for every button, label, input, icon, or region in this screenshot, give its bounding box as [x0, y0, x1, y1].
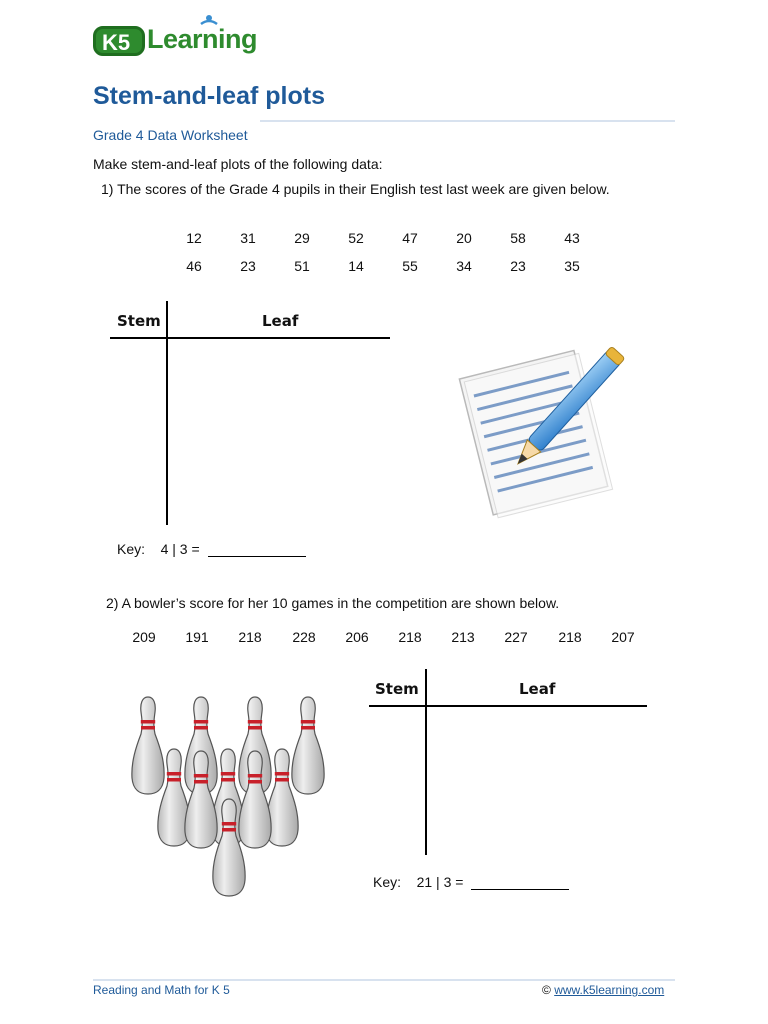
- key-label: Key:: [373, 874, 402, 890]
- stem-header: Stem: [375, 680, 419, 698]
- data-value: 31: [240, 230, 256, 246]
- logo-figure-icon: [199, 14, 219, 30]
- data-value: 207: [611, 629, 635, 645]
- footer-link[interactable]: www.k5learning.com: [554, 983, 665, 997]
- bowling-pins-icon: [126, 692, 326, 902]
- data-value: 29: [294, 230, 310, 246]
- key-label: Key:: [117, 541, 146, 557]
- key-answer-blank[interactable]: [471, 877, 569, 890]
- notepad-pencil-icon: [446, 340, 626, 520]
- data-value: 43: [564, 230, 580, 246]
- table-divider-line: [425, 669, 427, 855]
- question-1-prompt: 1) The scores of the Grade 4 pupils in their English test last week are given below.: [101, 181, 610, 197]
- copyright-symbol: ©: [542, 983, 551, 997]
- instructions: Make stem-and-leaf plots of the following data:: [93, 156, 383, 172]
- logo-word: Learning: [147, 24, 258, 54]
- data-value: 209: [132, 629, 156, 645]
- data-value: 52: [348, 230, 364, 246]
- table-header-line: [369, 705, 647, 707]
- k5-learning-logo[interactable]: [93, 18, 263, 60]
- key-answer-blank[interactable]: [208, 544, 306, 557]
- page-title: Stem-and-leaf plots: [93, 82, 325, 110]
- data-value: 23: [240, 258, 256, 274]
- table-header-line: [110, 337, 390, 339]
- footer-divider: [93, 979, 675, 981]
- footer-tagline: Reading and Math for K 5: [93, 983, 230, 997]
- data-value: 34: [456, 258, 472, 274]
- key-example: 21 | 3 =: [416, 874, 464, 890]
- data-value: 12: [186, 230, 202, 246]
- data-value: 55: [402, 258, 418, 274]
- question-2-prompt: 2) A bowler’s score for her 10 games in the competition are shown below.: [106, 595, 560, 611]
- data-value: 206: [345, 629, 369, 645]
- data-value: 51: [294, 258, 310, 274]
- data-value: 228: [292, 629, 316, 645]
- data-value: 218: [238, 629, 262, 645]
- key-example: 4 | 3 =: [160, 541, 200, 557]
- logo-badge: [93, 26, 145, 56]
- data-value: 46: [186, 258, 202, 274]
- header-divider: [260, 120, 675, 122]
- data-value: 23: [510, 258, 526, 274]
- data-value: 218: [398, 629, 422, 645]
- data-value: 14: [348, 258, 364, 274]
- table-divider-line: [166, 301, 168, 525]
- logo-k5-text: K5: [102, 30, 131, 55]
- leaf-header: Leaf: [262, 312, 299, 330]
- leaf-header: Leaf: [519, 680, 556, 698]
- question-1-key: [117, 541, 306, 557]
- data-value: 218: [558, 629, 582, 645]
- footer-copyright: [542, 983, 664, 997]
- data-value: 58: [510, 230, 526, 246]
- data-value: 35: [564, 258, 580, 274]
- stem-header: Stem: [117, 312, 161, 330]
- data-value: 213: [451, 629, 475, 645]
- data-value: 191: [185, 629, 209, 645]
- data-value: 47: [402, 230, 418, 246]
- question-2-key: [373, 874, 569, 890]
- data-value: 227: [504, 629, 528, 645]
- data-value: 20: [456, 230, 472, 246]
- page-subtitle: Grade 4 Data Worksheet: [93, 127, 248, 143]
